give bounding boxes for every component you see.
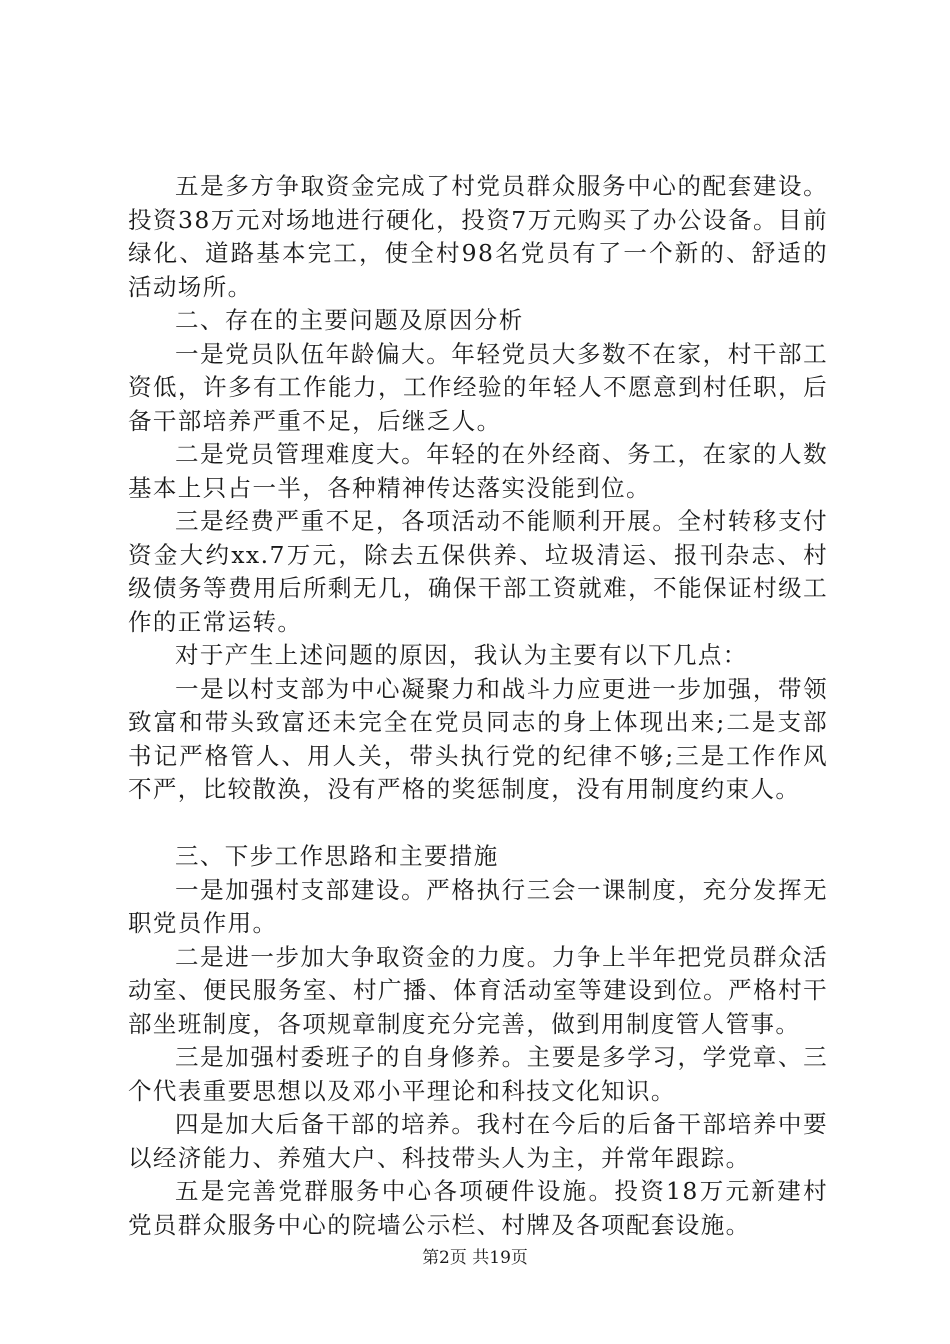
paragraph-measure-funds: 二是进一步加大争取资金的力度。力争上半年把党员群众活动室、便民服务室、村广播、体育活动室等建设到位。严格村干部坐班制度，各项规章制度充分完善，做到用制度管人管事。 [128, 942, 828, 1038]
page-number-footer: 第2页 共19页 [422, 1248, 528, 1268]
paragraph-measure-reserve-cadres: 四是加大后备干部的培养。我村在今后的后备干部培养中要以经济能力、养殖大户、科技带头人为主，并常年跟踪。 [128, 1110, 828, 1172]
paragraph-problem-management: 二是党员管理难度大。年轻的在外经商、务工，在家的人数基本上只占一半，各种精神传达落实没能到位。 [128, 440, 828, 502]
paragraph-measure-facilities: 五是完善党群服务中心各项硬件设施。投资18万元新建村党员群众服务中心的院墙公示栏、村牌及各项配套设施。 [128, 1177, 828, 1239]
paragraph-measure-branch: 一是加强村支部建设。严格执行三会一课制度，充分发挥无职党员作用。 [128, 875, 828, 937]
document-body [128, 170, 828, 1242]
paragraph-problem-age: 一是党员队伍年龄偏大。年轻党员大多数不在家，村干部工资低，许多有工作能力，工作经验的年轻人不愿意到村任职，后备干部培养严重不足，后继乏人。 [128, 339, 828, 435]
paragraph-fund-construction: 五是多方争取资金完成了村党员群众服务中心的配套建设。投资38万元对场地进行硬化，投资7万元购买了办公设备。目前绿化、道路基本完工，使全村98名党员有了一个新的、舒适的活动场所。 [128, 172, 828, 301]
paragraph-measure-cultivation: 三是加强村委班子的自身修养。主要是多学习，学党章、三个代表重要思想以及邓小平理论和科技文化知识。 [128, 1043, 828, 1105]
section-heading-problems: 二、存在的主要问题及原因分析 [175, 306, 524, 334]
paragraph-spacer [128, 807, 828, 841]
section-heading-measures: 三、下步工作思路和主要措施 [175, 842, 499, 870]
paragraph-problem-funding: 三是经费严重不足，各项活动不能顺利开展。全村转移支付资金大约xx.7万元，除去五保供养、垃圾清运、报刊杂志、村级债务等费用后所剩无几，确保干部工资就难，不能保证村级工作的正常运转。 [128, 507, 828, 636]
paragraph-causes-intro: 对于产生上述问题的原因，我认为主要有以下几点： [175, 641, 748, 669]
paragraph-causes-detail: 一是以村支部为中心凝聚力和战斗力应更进一步加强，带领致富和带头致富还未完全在党员同志的身上体现出来;二是支部书记严格管人、用人关，带头执行党的纪律不够;三是工作作风不严，比较散涣，没有严格的奖惩制度，没有用制度约束人。 [128, 674, 828, 803]
